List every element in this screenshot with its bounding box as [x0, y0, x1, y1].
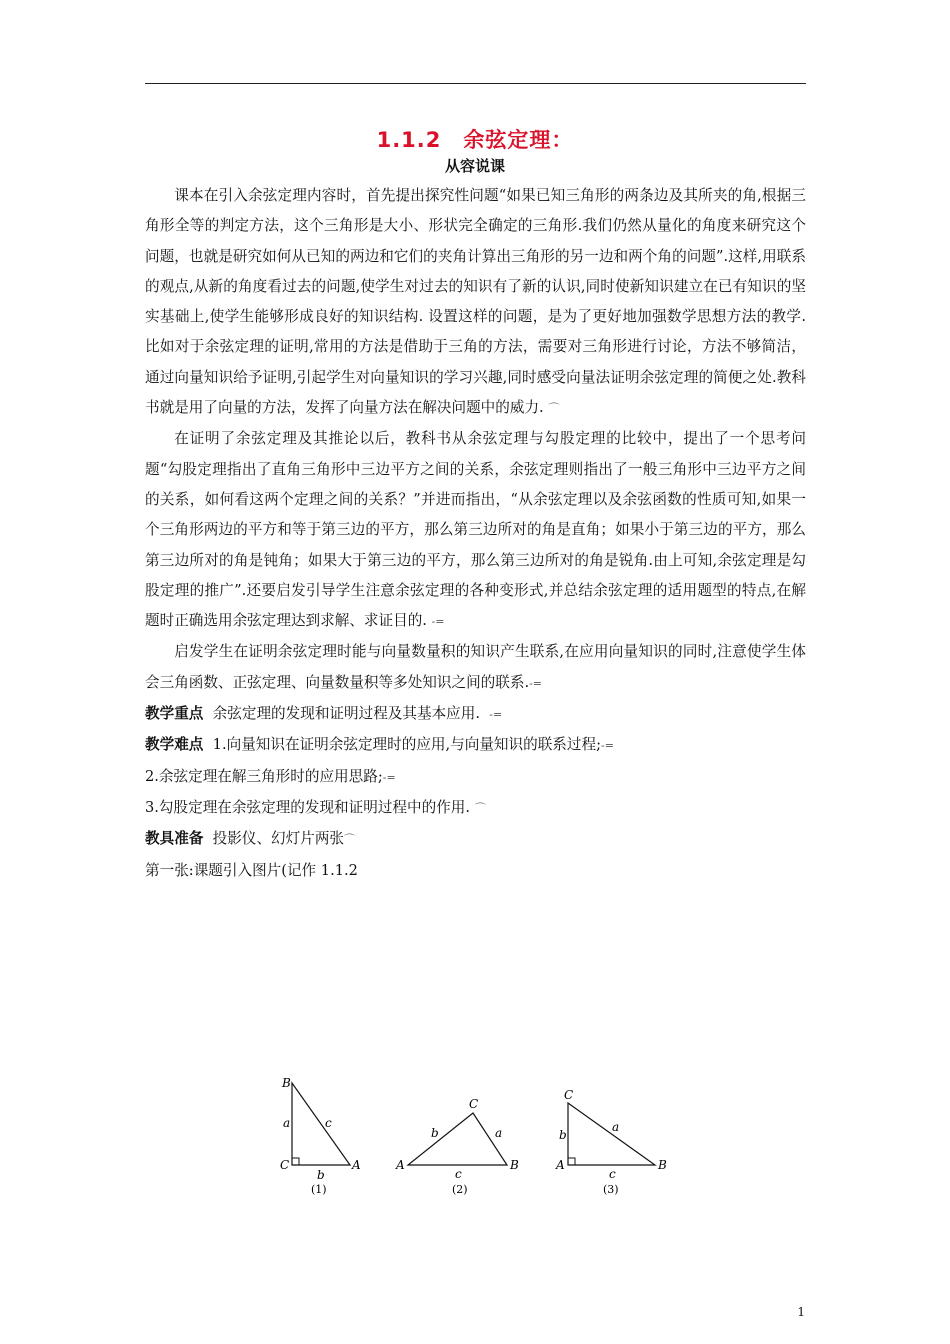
- side-label: b: [317, 1168, 325, 1182]
- side-label: a: [612, 1120, 620, 1134]
- vertex-label: A: [556, 1158, 565, 1172]
- vertex-label: C: [564, 1088, 574, 1102]
- side-label: b: [431, 1126, 439, 1140]
- header-rule: [145, 83, 806, 84]
- triangle-2-shape: [408, 1113, 507, 1165]
- fold-mark: ⌒: [548, 402, 560, 416]
- side-label: a: [495, 1126, 503, 1140]
- eq-mark: -=: [529, 676, 543, 690]
- vertex-label: A: [352, 1158, 361, 1172]
- vertex-label: C: [469, 1097, 479, 1111]
- difficulty-1: 教学难点 1.向量知识在证明余弦定理时的应用,与向量知识的联系过程;-=: [145, 736, 614, 754]
- document-body: [145, 181, 806, 886]
- section-subtitle: 从容说课: [444, 157, 505, 175]
- vertex-label: B: [282, 1076, 291, 1090]
- triangle-3-shape: [568, 1103, 655, 1165]
- triangle-figure-2: [395, 1075, 535, 1203]
- side-label: a: [283, 1116, 291, 1130]
- paragraph-3: 启发学生在证明余弦定理时能与向量数量积的知识产生联系,在应用向量知识的同时,注意使学生体会三角函数、正弦定理、向量数量积等多处知识之间的联系.-=: [145, 643, 806, 691]
- figure-caption: (2): [452, 1183, 468, 1196]
- side-label: c: [609, 1167, 616, 1181]
- vertex-label: B: [510, 1158, 519, 1172]
- difficulty-3: 3.勾股定理在余弦定理的发现和证明过程中的作用. ⌒: [145, 798, 486, 816]
- figure-caption: (1): [311, 1183, 327, 1196]
- triangle-figure-1: [270, 1075, 380, 1203]
- key-point-label: 教学重点: [145, 705, 204, 723]
- slide-one: 第一张:课题引入图片(记作 1.1.2: [145, 861, 358, 879]
- paragraph-1: 课本在引入余弦定理内容时，首先提出探究性问题“如果已知三角形的两条边及其所夹的角,根据三角形全等的判定方法，这个三角形是大小、形状完全确定的三角形.我们仍然从量化的角度来研究这个问题，也就是研究如何从已知的两边和它们的夹角计算出三角形的另一边和两个角的问题”.这样,用联系的观点,从新的角度看过去的问题,使学生对过去的知识有了新的认识,同时使新知识建立在已有知识的坚实基础上,使学生能够形成良好的知识结构. 设置这样的问题，是为了更好地加强数学思想方法的教学. 比如对于余弦定理的证明,常用的方法是借助于三角的方法，需要对三角形进行讨论，方法不够简洁，通过向量知识给予证明,引起学生对向量知识的学习兴趣,同时感受向量法证明余弦定理的简便之处.教科书就是用了向量的方法，发挥了向量方法在解决问题中的威力. ⌒: [145, 187, 806, 417]
- side-label: c: [455, 1167, 462, 1181]
- vertex-label: C: [280, 1158, 290, 1172]
- page-title: 1.1.2 余弦定理：: [376, 128, 574, 152]
- difficulty-label: 教学难点: [145, 736, 204, 754]
- eq-mark: -=: [431, 615, 445, 629]
- side-label: c: [325, 1116, 332, 1130]
- triangle-figures: [270, 1075, 690, 1205]
- vertex-label: B: [658, 1158, 667, 1172]
- triangle-figure-3: [555, 1075, 690, 1203]
- key-point-text: 余弦定理的发现和证明过程及其基本应用.: [212, 705, 480, 723]
- tools: 教具准备 投影仪、幻灯片两张⌒: [145, 830, 356, 848]
- right-angle-mark: [292, 1158, 299, 1165]
- page-number: 1: [797, 1305, 805, 1319]
- right-angle-mark: [568, 1158, 575, 1165]
- triangle-1-shape: [292, 1083, 350, 1165]
- side-label: b: [559, 1128, 567, 1142]
- tools-label: 教具准备: [145, 830, 204, 848]
- paragraph-2: 在证明了余弦定理及其推论以后，教科书从余弦定理与勾股定理的比较中，提出了一个思考问题“勾股定理指出了直角三角形中三边平方之间的关系，余弦定理则指出了一般三角形中三边平方之间的关系，如何看这两个定理之间的关系？”并进而指出，“从余弦定理以及余弦函数的性质可知,如果一个三角形两边的平方和等于第三边的平方，那么第三边所对的角是直角；如果小于第三边的平方，那么第三边所对的角是钝角；如果大于第三边的平方，那么第三边所对的角是锐角.由上可知,余弦定理是勾股定理的推广”.还要启发引导学生注意余弦定理的各种变形式,并总结余弦定理的适用题型的特点,在解题时正确选用余弦定理达到求解、求证目的. -=: [145, 430, 806, 630]
- key-point: 教学重点 余弦定理的发现和证明过程及其基本应用. -=: [145, 705, 503, 723]
- vertex-label: A: [396, 1158, 405, 1172]
- difficulty-2: 2.余弦定理在解三角形时的应用思路;-=: [145, 767, 396, 785]
- figure-caption: (3): [603, 1183, 619, 1196]
